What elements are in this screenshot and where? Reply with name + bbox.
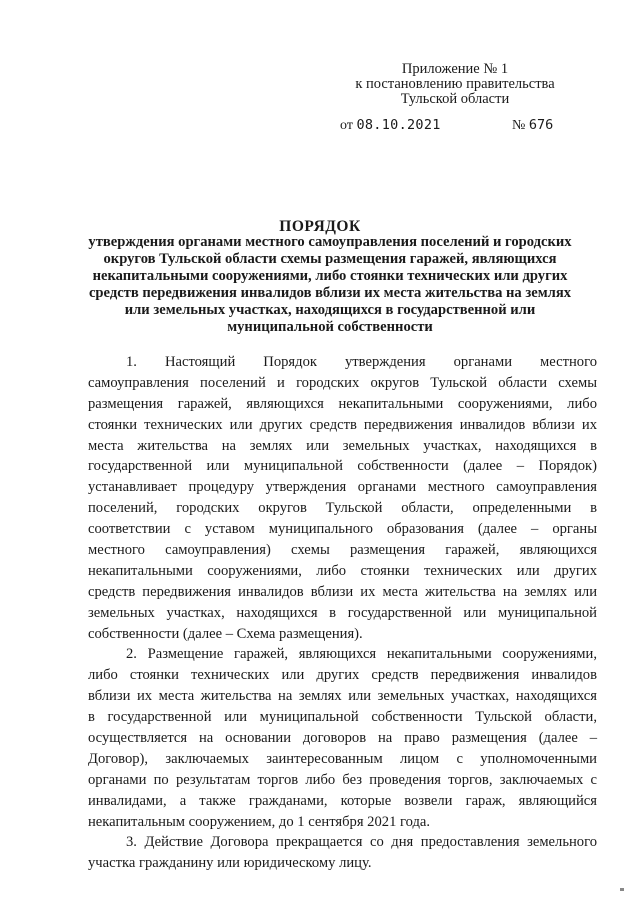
date-value: 08.10.2021 bbox=[356, 117, 441, 133]
paragraph-line: 1. Настоящий Порядок утверждения органами местного bbox=[126, 354, 597, 370]
paragraph-line: земельных участках, находящихся в государственной или муниципальной bbox=[88, 604, 597, 621]
paragraph-1 bbox=[88, 352, 597, 644]
subtitle-line: утверждения органами местного самоуправления поселений и городских bbox=[88, 234, 572, 250]
paragraph-line: размещения гаражей, являющихся некапитальными сооружениями, либо bbox=[88, 395, 597, 412]
paragraph-line: некапитальным сооружением, до 1 сентября 2021 года. bbox=[88, 813, 431, 830]
paragraph-3 bbox=[88, 832, 597, 874]
paragraph-line: вблизи их места жительства на землях или земельных участках, находящихся bbox=[88, 688, 597, 705]
paragraph-line: стоянки технических или других средств передвижения инвалидов вблизи их bbox=[88, 416, 597, 433]
subtitle-line: или земельных участках, находящихся в государственной или bbox=[124, 302, 536, 318]
number-prefix: № bbox=[512, 118, 526, 133]
paragraph-line: места жительства на землях или земельных участках, находящихся в bbox=[88, 437, 597, 454]
document-body bbox=[88, 352, 597, 874]
paragraph-line: осуществляется на основании договоров на право размещения (далее – bbox=[88, 730, 597, 747]
paragraph-line: средств передвижения инвалидов вблизи их места жительства на землях или bbox=[88, 583, 597, 600]
paragraph-line: 2. Размещение гаражей, являющихся некапитальными сооружениями, bbox=[126, 646, 597, 663]
appendix-line: Тульской области bbox=[400, 91, 510, 107]
paragraph-line: органами по результатам торгов либо без проведения торгов, заключаемых с bbox=[88, 771, 597, 788]
paragraph-line: собственности (далее – Схема размещения). bbox=[88, 625, 363, 642]
paragraph-line: инвалидами, а также гражданами, которые возвели гараж, являющийся bbox=[88, 792, 597, 809]
paragraph-line: поселений, городских округов Тульской области, определенными в bbox=[88, 500, 597, 517]
subtitle-line: округов Тульской области схемы размещения гаражей, являющихся bbox=[103, 251, 557, 267]
decree-date bbox=[340, 117, 441, 134]
paragraph-line: участка гражданину или юридическому лицу. bbox=[88, 855, 372, 872]
subtitle-line: средств передвижения инвалидов вблизи их места жительства на землях bbox=[88, 285, 572, 301]
paragraph-line: некапитальными сооружениями, либо стоянки технических или других bbox=[88, 562, 597, 579]
appendix-line: Приложение № 1 bbox=[401, 61, 509, 77]
paragraph-line: соответствии с уставом муниципального образования (далее – органы bbox=[88, 521, 597, 538]
document-subtitle bbox=[60, 234, 600, 336]
document-title: ПОРЯДОК bbox=[279, 218, 361, 235]
paragraph-2 bbox=[88, 644, 597, 832]
appendix-line: к постановлению правительства bbox=[355, 76, 555, 92]
decree-number bbox=[512, 117, 553, 134]
paragraph-line: местного самоуправления) схемы размещения гаражей, являющихся bbox=[88, 542, 597, 559]
paragraph-line: в государственной или муниципальной собственности Тульской области, bbox=[88, 709, 597, 726]
paragraph-line: самоуправления поселений и городских округов Тульской области схемы bbox=[88, 374, 597, 391]
paragraph-line: Договор), заключаемых заинтересованным лицом с уполномоченными bbox=[88, 750, 597, 767]
date-prefix: от bbox=[340, 118, 353, 133]
appendix-block bbox=[330, 62, 580, 107]
paragraph-line: 3. Действие Договора прекращается со дня предоставления земельного bbox=[126, 834, 597, 851]
subtitle-line: муниципальной собственности bbox=[227, 319, 433, 335]
number-value: 676 bbox=[528, 117, 554, 133]
paragraph-line: устанавливает процедуру утверждения органами местного самоуправления bbox=[88, 479, 597, 496]
subtitle-line: некапитальными сооружениями, либо стоянки технических или других bbox=[92, 268, 568, 284]
paragraph-line: государственной или муниципальной собственности (далее – Порядок) bbox=[88, 458, 597, 475]
scan-speck bbox=[620, 888, 624, 891]
paragraph-line: либо стоянки технических или других средств передвижения инвалидов bbox=[88, 667, 597, 684]
